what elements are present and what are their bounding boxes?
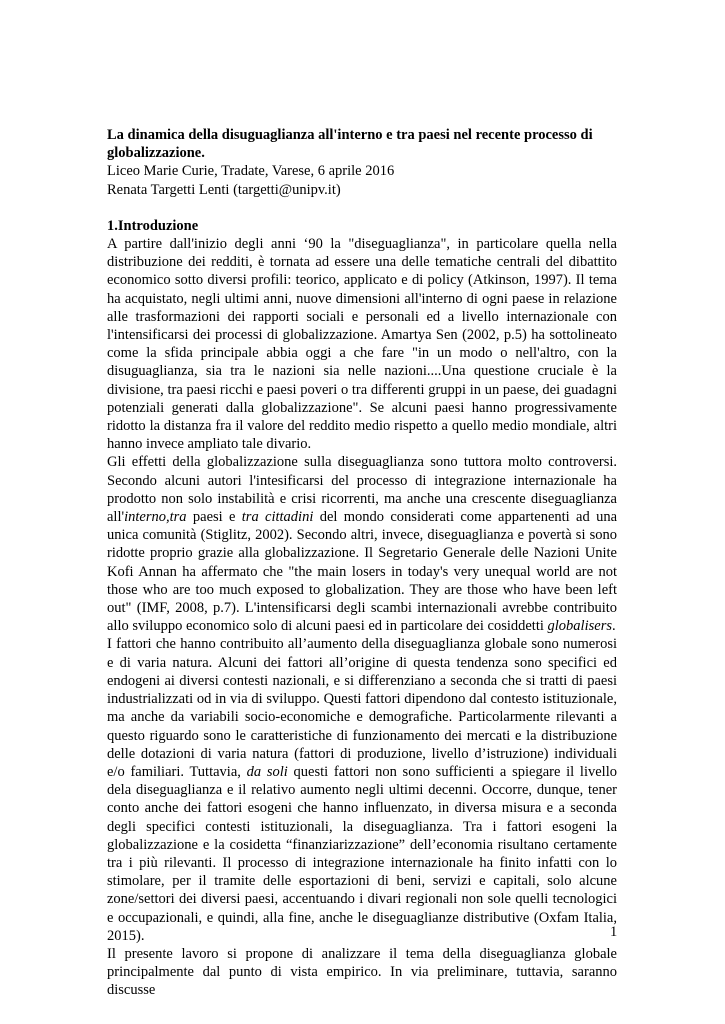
paragraph-2-italic-2: tra cittadini [241,509,314,526]
event-line: Liceo Marie Curie, Tradate, Varese, 6 aprile 2016 [107,163,395,180]
paragraph-2-text-c: del mondo considerati come appartenenti ad una unica comunità (Stiglitz, 2002). Secondo altri, invece, diseguaglianza e povertà si sono ridotte proprio grazie alla globalizzazione. Il Segretario Generale delle Nazioni Unite Kofi Annan ha affermato che "the main losers in today's very unequal world are not those who are too much exposed to globalization. They are those who have been left out" (IMF, 2008, p.7). L'intensificarsi degli scambi internazionali avrebbe contribuito allo sviluppo economico solo di alcuni paesi ed in particolare dei cosiddetti [107,509,617,635]
paragraph-2-text-d: . [611,618,616,635]
page-number: 1 [610,924,618,940]
paragraph-3-italic-1: da soli [246,763,288,780]
paragraph-1: A partire dall'inizio degli anni ‘90 la "diseguaglianza", in particolare quella nella distribuzione dei redditi, è tornata ad essere una delle tematiche centrali del dibattito economico sotto diversi profili: teorico, applicato e di policy (Atkinson, 1997). Il tema ha acquistato, negli ultimi anni, nuove dimensioni all'interno di ogni paese in relazione alle trasformazioni dei rapporti sociali e personali ed a livello internazionale con l'intensificarsi dei processi di globalizzazione. Amartya Sen (2002, p.5) ha sottolineato come la sfida principale abbia oggi a che fare "in un modo o nell'altro, con la disuguaglianza, sia tra le nazioni sia nelle nazioni....Una questione cruciale è la divisione, tra paesi ricchi e paesi poveri o tra differenti gruppi in un paese, dei guadagni potenziali generati dalla globalizzazione". Se alcuni paesi hanno progressivamente ridotto la distanza fra il valore del reddito medio rispetto a quello medio mondiale, altri hanno invece ampliato tale divario. [107,236,617,453]
paragraph-2 [107,453,617,635]
section-heading: 1.Introduzione [107,217,199,234]
document-title: La dinamica della disuguaglianza all'interno e tra paesi nel recente processo di globalizzazione. [107,127,593,162]
paragraph-4: Il presente lavoro si propone di analizzare il tema della diseguaglianza globale principalmente dal punto di vista empirico. In via preliminare, tuttavia, saranno discusse [107,945,617,999]
paragraph-3-text-b: questi fattori non sono sufficienti a spiegare il livello dela diseguaglianza e il relativo aumento negli ultimi decenni. Occorre, dunque, tener conto anche dei fattori esogeni che hanno influenzato, in diversa misura e a seconda degli specifici contesti istituzionali, la diseguaglianza. Tra i fattori esogeni la globalizzazione e la cosidetta “finanziarizzazione” dell’economia risultano certamente tra i più rilevanti. Il processo di integrazione internazionale ha finito infatti con lo stimolare, per il tramite delle esportazioni di beni, servizi e capitali, solo alcune zone/settori dei diversi paesi, accentuando i divari regionali non sole quelli tecnologici e occupazionali, e quindi, alla fine, anche le diseguaglianze distributive (Oxfam Italia, 2015). [107,763,617,944]
paragraph-2-text-a: Gli effetti della globalizzazione sulla diseguaglianza sono tuttora molto controversi. Secondo alcuni autori l'intesificarsi del processo di integrazione internazionale ha prodotto non solo instabilità e crisi ricorrenti, ma anche una crescente diseguaglianza all' [107,454,617,526]
paragraph-2-text-b: paesi e [186,509,242,526]
paragraph-3-text-a: I fattori che hanno contribuito all’aumento della diseguaglianza globale sono numerosi e di varia natura. Alcuni dei fattori all’origine di questa tendenza sono specifici ed endogeni ai diversi contesti nazionali, e si differenziano a seconda che si tratti di paesi industrializzati od in via di sviluppo. Questi fattori dipendono dal contesto istituzionale, ma anche da variabili socio-economiche e demografiche. Particolarmente rilevanti a questo riguardo sono le caratteristiche di funzionamento dei mercati e la distribuzione delle dotazioni di varia natura (fattori di produzione, livello d’istruzione) individuali e/o familiari. Tuttavia, [107,636,617,780]
paragraph-3 [107,635,617,944]
body-text [107,126,617,1000]
author-line: Renata Targetti Lenti (targetti@unipv.it) [107,181,341,198]
paragraph-2-italic-3: globalisers [547,618,612,635]
paragraph-2-italic-1: interno,tra [124,509,187,526]
